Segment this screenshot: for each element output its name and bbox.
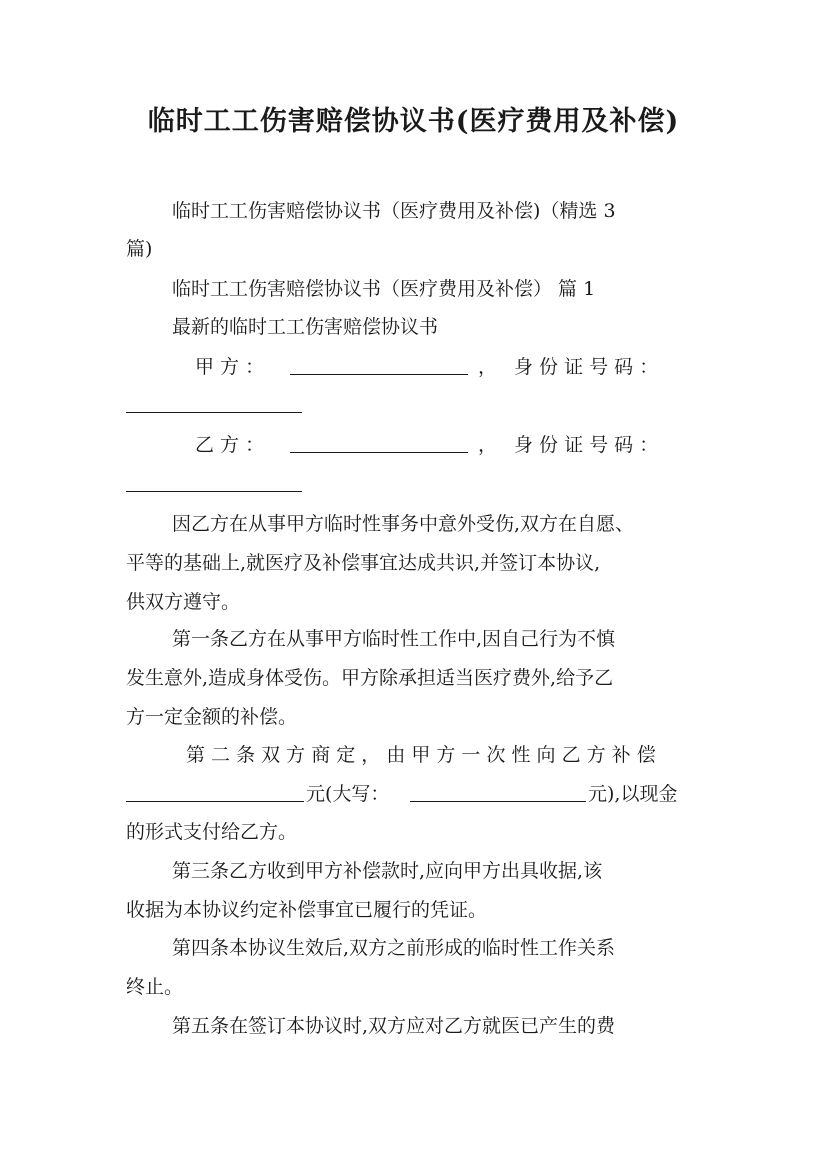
- party-b-id-blank: [126, 491, 302, 492]
- article-3-line: 第三条乙方收到甲方补偿款时,应向甲方出具收据,该: [172, 860, 603, 882]
- article-1-line: 第一条乙方在从事甲方临时性工作中,因自己行为不慎: [172, 628, 616, 650]
- paragraph-line: 供双方遵守。: [126, 591, 241, 613]
- article-1-line: 发生意外,造成身体受伤。甲方除承担适当医疗费外,给予乙: [126, 667, 614, 689]
- paragraph-line: 因乙方在从事甲方临时性事务中意外受伤,双方在自愿、: [172, 513, 635, 535]
- party-b-label: 乙 方 ：: [195, 434, 265, 456]
- article-2-line: 第 二 条 双 方 商 定 ， 由 甲 方 一 次 性 向 乙 方 补 偿: [186, 744, 656, 766]
- article-5-line: 第五条在签订本协议时,双方应对乙方就医已产生的费: [172, 1015, 616, 1037]
- party-a-name-blank: [290, 374, 468, 375]
- amount-daxie-label: 元(大写：: [306, 783, 390, 805]
- separator-comma: ，: [478, 434, 498, 456]
- intro-line: 篇): [126, 238, 153, 260]
- document-title: 临时工工伤害赔偿协议书(医疗费用及补偿): [147, 106, 680, 137]
- amount-blank: [126, 801, 304, 802]
- party-a-id-label: 身 份 证 号 码 ：: [514, 356, 659, 378]
- party-a-label: 甲 方 ：: [195, 356, 265, 378]
- article-4-line: 第四条本协议生效后,双方之前形成的临时性工作关系: [172, 937, 616, 959]
- party-b-name-blank: [290, 452, 468, 453]
- amount-daxie-blank: [410, 801, 586, 802]
- party-a-id-blank: [126, 412, 302, 413]
- party-b-id-label: 身 份 证 号 码 ：: [514, 434, 659, 456]
- article-2-line: 的形式支付给乙方。: [126, 821, 298, 843]
- intro-line: 临时工工伤害赔偿协议书（医疗费用及补偿)（精选 3: [172, 200, 616, 222]
- amount-end-text: 元),以现金: [588, 783, 678, 805]
- article-3-line: 收据为本协议约定补偿事宜已履行的凭证。: [126, 899, 488, 921]
- separator-comma: ，: [478, 356, 498, 378]
- paragraph-line: 平等的基础上,就医疗及补偿事宜达成共识,并签订本协议,: [126, 552, 601, 574]
- article-4-line: 终止。: [126, 976, 184, 998]
- document-subtitle: 最新的临时工工伤害赔偿协议书: [172, 316, 439, 338]
- article-1-line: 方一定金额的补偿。: [126, 706, 298, 728]
- section-heading: 临时工工伤害赔偿协议书（医疗费用及补偿） 篇 1: [172, 278, 596, 300]
